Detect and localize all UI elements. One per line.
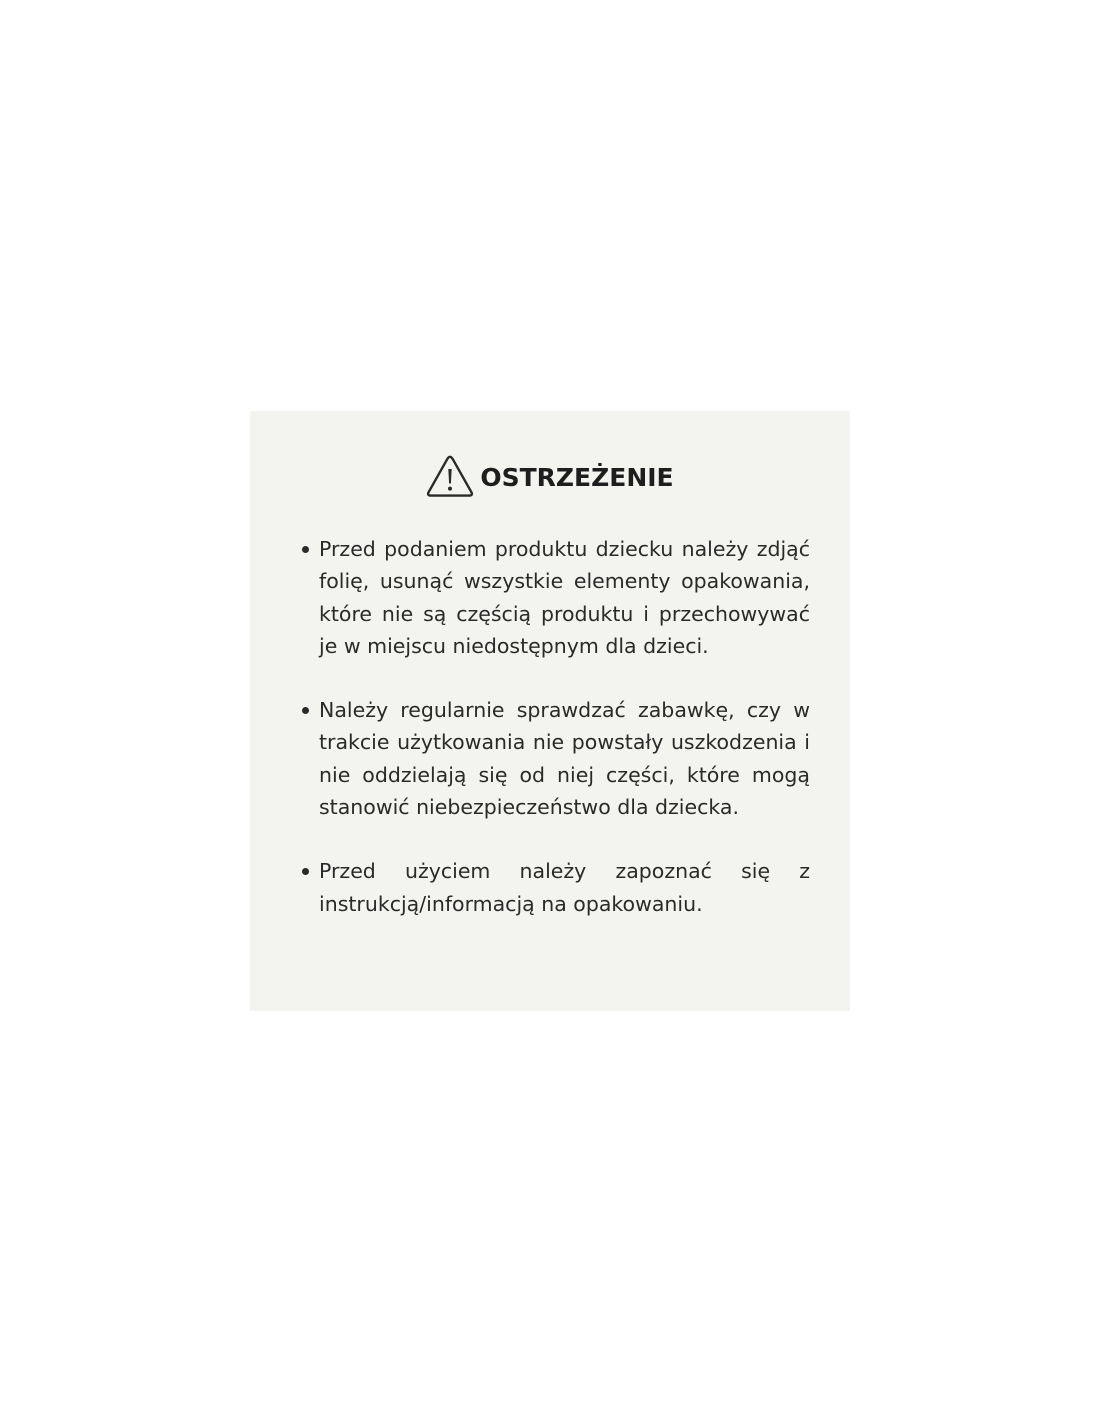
warning-triangle-icon (426, 455, 474, 499)
warning-title: OSTRZEŻENIE (480, 462, 674, 492)
warning-list (319, 533, 810, 920)
list-item (319, 533, 810, 662)
list-item-text: Przed podaniem produktu dziecku należy zdjąć folię, usunąć wszystkie elementy opakowania, które nie są częścią produktu i przechowywać je w miejscu niedostępnym dla dzieci. (319, 537, 810, 658)
bullet-icon (302, 546, 309, 553)
bullet-icon (302, 868, 309, 875)
warning-card (250, 411, 850, 1011)
bullet-icon (302, 707, 309, 714)
list-item (319, 694, 810, 823)
list-item (319, 855, 810, 920)
warning-header (250, 455, 850, 499)
list-item-text: Przed użyciem należy zapoznać się z instrukcją/informacją na opakowaniu. (319, 859, 810, 916)
list-item-text: Należy regularnie sprawdzać zabawkę, czy w trakcie użytkowania nie powstały uszkodzenia i nie oddzielają się od niej części, które mogą stanowić niebezpieczeństwo dla dziecka. (319, 698, 810, 820)
